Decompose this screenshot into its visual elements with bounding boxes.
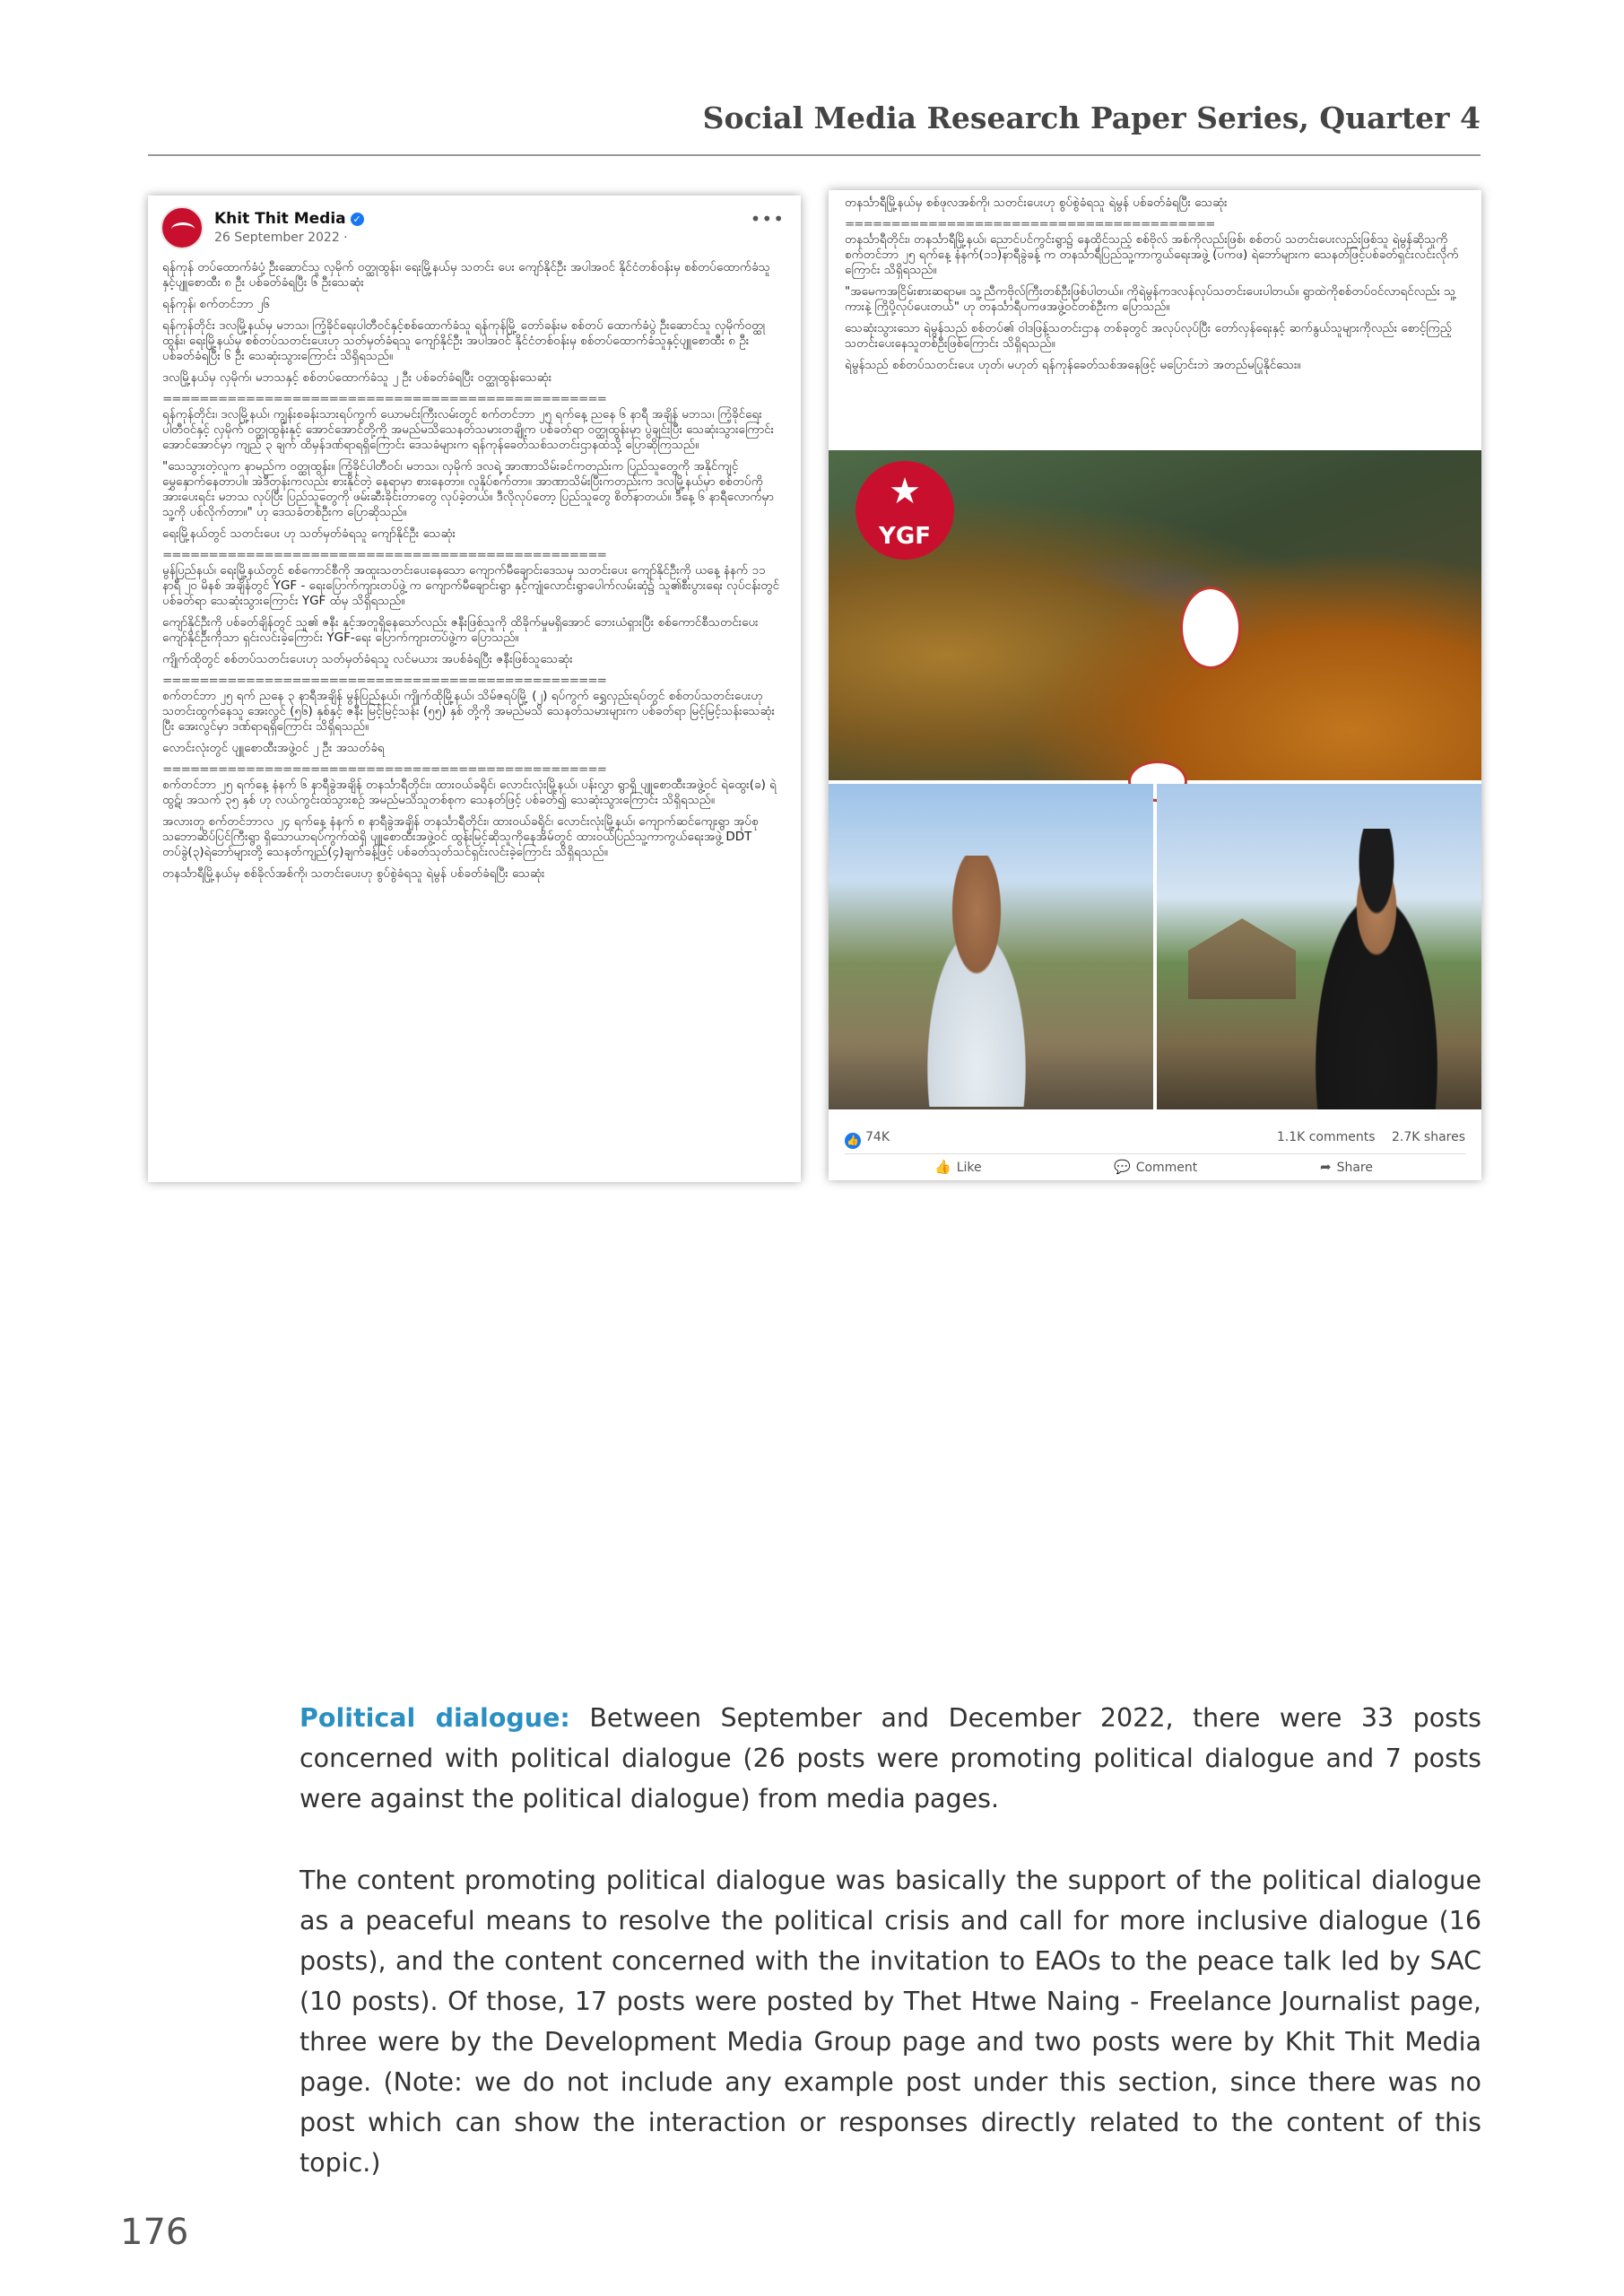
post-paragraph: သေဆုံးသွားသော ရဲမွန်သည် စစ်တပ်၏ ဝါဒဖြန့်သတင်းဌာန တစ်ခုတွင် အလုပ်လုပ်ပြီး တော်လှန်ရေးနှင့် ဆက်နွယ်သူများကိုလည်း စောင့်ကြည့်သတင်းပေးနေသူတစ်ဦးဖြစ်ကြောင်း သိရှိရသည်။ — [845, 321, 1452, 351]
post-paragraph: ရန်ကုန်တိုင်း ဒလမြို့နယ်မှ မဘသ၊ ကြံ့ခိုင်ရေးပါတီဝင်နှင့်စစ်ထောက်ခံသူ ရန်ကုန်မြို့ တော်ခန်းမ စစ်တပ် ထောက်ခံပွဲ ဦးဆောင်သူ လှမိုက်ဝတ္ထုထွန်း၊ ရေးမြို့နယ်မှ စစ်တပ်သတင်းပေးဟု သတ်မှတ်ခံရသူ ကျော်နိုင်ဦး အပါအဝင် နိုင်ငံတစ်ဝန်းမှ စစ်တပ်ထောက်ခံသူနှင့်ပျူစောထီး ၈ ဦး ပစ်ခတ်ခံရပြီး ၆ ဦး သေဆုံးသွားကြောင်း သိရှိရသည်။ — [162, 318, 766, 363]
page-name[interactable]: Khit Thit Media — [214, 210, 346, 228]
post-subheading: တနင်္သာရီမြို့နယ်မှ စစ်ခိုလ်အစ်ကို၊ သတင်းပေးဟု စွပ်စွဲခံရသူ ရဲမွန် ပစ်ခတ်ခံရပြီး သေဆုံး — [162, 866, 545, 881]
post-body — [162, 260, 781, 888]
post-paragraph: စက်တင်ဘာ ၂၅ ရက်နေ့ နံနက် ၆ နာရီခွဲအချိန် တနင်္သာရီတိုင်း၊ ထားဝယ်ခရိုင်၊ လောင်းလုံးမြို့နယ်၊ ပန်းလွှာ ရွာရှိ ပျူစောထီးအဖွဲ့ဝင် ရဲထွေး(ခ) ရဲထွဋ်၊ အသက် ၃၅ နှစ် ဟု လယ်ကွင်းထဲသွားစဥ် အမည်မသိသူတစ်စုက သေနတ်ဖြင့် ပစ်ခတ်၍ သေဆုံးသွားကြောင်း သိရှိရသည်။ — [162, 778, 777, 807]
person-figure — [1291, 829, 1462, 1109]
post-stats — [845, 1130, 1465, 1148]
section-lead: Political dialogue: — [300, 1703, 570, 1733]
post-photo-portrait-left[interactable] — [829, 784, 1153, 1109]
post-photo-portrait-right[interactable] — [1157, 784, 1481, 1109]
post-photo-scene[interactable] — [829, 450, 1481, 780]
post-header — [161, 206, 788, 257]
post-paragraph: ရန်ကုန် တပ်ထောက်ခံပုံ့ ဦးဆောင်သူ လှမိုက် ဝတ္ထုထွန်း၊ ရေးမြို့နယ်မှ သတင်း ပေး ကျော်နိုင်ဦး အပါအဝင် နိုင်ငံတစ်ဝန်းမှ စစ်တပ်ထောက်ခံသူ နှင့်ပျူစောထီး ၈ ဦး ပစ်ခတ်ခံရပြီး ၆ ဦးသေဆုံး — [162, 260, 770, 290]
post-paragraph: "သေသွားတဲ့လူက နာမည်က ဝတ္ထုထွန်း။ ကြံ့ခိုင်ပါတီဝင်၊ မဘသ၊ လှမိုက် ဒလရဲ့ အာဏာသိမ်းခင်ကတည်းက ပြည်သူတွေကို အနိုင်ကျင့် မွှေနှောက်နေတာပါ။ အဲဒီတုန်းကလည်း စားနိုင်တဲ့ နေရာမှာ စားနေတာ။ လူနှိပ်စက်တာ။ အာဏာသိမ်းပြီးကတည်းက ဒလမြို့နယ်မှာ စစ်တပ်ကို အားပေးရင်း မဘသ လုပ်ပြီး ပြည်သူတွေကို ဖမ်းဆီးခိုင်းတာတွေ လုပ်ခဲ့တယ်။ ဒီလိုလုပ်တော့ ပြည်သူတွေ စိတ်နာတယ်။ ဒီနေ့ ၆ နာရီလောက်မှာ သူ့ကို ပစ်လိုက်တာ။" ဟု ဒေသခံတစ်ဦးက ပြောဆိုသည်။ — [162, 459, 774, 519]
post-actions — [845, 1159, 1465, 1177]
paragraph-political-dialogue: Political dialogue: Between September and December 2022, there were 33 posts concerned with political dialogue (26 posts were promoting political dialogue and 7 posts were against the political dialogue) from media pages. — [300, 1703, 1481, 1813]
post-body — [845, 196, 1463, 379]
post-paragraph: ကျော်နိုင်ဦးကို ပစ်ခတ်ချိန်တွင် သူ၏ ဇနီး နှင့်အတူရှိနေသော်လည်း ဇနီးဖြစ်သူကို ထိခိုက်မှုမရှိအောင် ဘေးယံရှားပြီး စစ်ကောင်စီသတင်းပေး ကျော်နိုင်ဦးကိုသာ ရှင်းလင်းခဲ့ကြောင်း YGF-ရေး ပြောက်ကျားတပ်ဖွဲ့က ပြောသည်။ — [162, 615, 759, 645]
post-subheading: ကျိုက်ထိုတွင် စစ်တပ်သတင်းပေးဟု သတ်မှတ်ခံရသူ လင်မယား အပစ်ခံရပြီး ဇနီးဖြစ်သူသေဆုံး — [162, 652, 573, 666]
verified-badge-icon: ✓ — [351, 213, 364, 226]
post-date[interactable]: 26 September 2022 · — [214, 230, 348, 245]
separator: ================================================ — [162, 548, 606, 562]
post-paragraph: ရန်ကုန်တိုင်း၊ ဒလမြို့နယ်၊ ကျွန်းစခန်းသားရပ်ကွက် ယောမင်းကြီးလမ်းတွင် စက်တင်ဘာ ၂၅ ရက်နေ့ ညနေ ၆ နာရီ အချိန် မဘသ၊ ကြံ့ခိုင်ရေးပါတီဝင်နှင့် လှမိုက် ဝတ္ထုထွန်းနှင့် အောင်အောင်တို့ကို အမည်မသိသေနတ်သမားတချို့က ပစ်ခတ်ရာ ဝတ္ထုထွန်းမှာ ပွဲချင်းပြီး သေဆုံးသွားကြောင်း အောင်အောင်မှာ ကျည် ၃ ချက် ထိမှန်ဒဏ်ရာရရှိကြောင်း ဒေသခံများက ရန်ကုန်ခေတ်သစ်သတင်းဌာနထံသို့ ပြောဆိုကြသည်။ — [162, 407, 775, 452]
post-paragraph: တနင်္သာရီတိုင်း၊ တနင်္သာရီမြို့နယ်၊ ညောင်ပင်ကွင်းရွာ၌ နေထိုင်သည့် စစ်ဗိုလ် အစ်ကိုလည်းဖြစ်၊ စစ်တပ် သတင်းပေးလည်းဖြစ်သူ ရဲမွန်ဆိုသူကို စက်တင်ဘာ ၂၅ ရက်နေ့ နံနက်(၁၁)နာရီခွဲခန့် က တနင်္သာရီပြည်သူ့ကာကွယ်ရေးအဖွဲ့ (ပကဖ) ရဲဘော်များက သေနတ်ဖြင့်ပစ်ခတ်ရှင်းလင်းလိုက်ကြောင်း သိရှိရသည်။ — [845, 232, 1459, 277]
divider — [845, 1153, 1465, 1154]
post-subheading: ရေးမြို့နယ်တွင် သတင်းပေး ဟု သတ်မှတ်ခံရသူ ကျော်နိုင်ဦး သေဆုံး — [162, 526, 456, 541]
page-avatar[interactable] — [161, 206, 204, 249]
more-options-icon[interactable]: ••• — [750, 208, 785, 230]
comment-button[interactable]: 💬 Comment — [1114, 1159, 1198, 1175]
running-header: Social Media Research Paper Series, Quarter 4 — [702, 100, 1481, 135]
post-subheading: ဒလမြို့နယ်မှ လှမိုက်၊ မဘသနှင့် စစ်တပ်ထောက်ခံသူ ၂ ဦး ပစ်ခတ်ခံရပြီး ဝတ္ထုထွန်းသေဆုံး — [162, 370, 552, 385]
page-number: 176 — [120, 2212, 189, 2253]
blur-mask — [1180, 587, 1241, 669]
post-paragraph: ရန်ကုန်၊ စက်တင်ဘာ ၂၆ — [162, 297, 270, 311]
like-reaction-icon: 👍 — [845, 1133, 861, 1149]
header-rule — [148, 154, 1481, 156]
star-icon: ★ — [889, 471, 921, 512]
post-paragraph: စက်တင်ဘာ ၂၅ ရက် ညနေ ၃ နာရီအချိန် မွန်ပြည်နယ်၊ ကျိုက်ထိုမြို့နယ်၊ သိမ်ဇရပ်မြို့ (၂) ရပ်ကွက် ရွှေလှည်းရပ်တွင် စစ်တပ်သတင်းပေးဟု သတင်းထွက်နေသူ အေးလွင် (၅၆) နှစ်နှင့် ဇနီး မြင့်မြင့်သန်း (၅၅) နှစ် တို့ကို အမည်မသိ သေနတ်သမားများက ပစ်ခတ်ရာ မြင့်မြင့်သန်းသေဆုံးပြီး အေးလွင်မှာ ဒဏ်ရာရရှိကြောင်း သိရှိရသည်။ — [162, 689, 776, 734]
thumbs-up-icon: 👍 — [934, 1159, 951, 1175]
separator: ======================================== — [845, 217, 1215, 231]
like-button[interactable]: 👍 Like — [934, 1159, 982, 1175]
share-count[interactable]: 2.7K shares — [1392, 1130, 1465, 1144]
separator: ================================================ — [162, 762, 606, 777]
post-paragraph: ရဲမွန်သည် စစ်တပ်သတင်းပေး ဟုတ်၊ မဟုတ် ရန်ကုန်ခေတ်သစ်အနေဖြင့် မပြောင်းဘဲ အတည်မပြုနိုင်သေး။ — [845, 358, 1301, 372]
facebook-post-left — [148, 196, 801, 1182]
facebook-post-right — [829, 190, 1481, 1180]
post-subheading: လောင်းလုံးတွင် ပျူစောထီးအဖွဲ့ဝင် ၂ ဦး အသတ်ခံရ — [162, 741, 385, 755]
post-subheading: တနင်္သာရီမြို့နယ်မှ စစ်ဖုလအစ်ကို၊ သတင်းပေးဟု စွပ်စွဲခံရသူ ရဲမွန် ပစ်ခတ်ခံရပြီး သေဆုံး — [845, 196, 1228, 210]
post-paragraph: အလားတူ စက်တင်ဘာလ ၂၄ ရက်နေ့ နံနက် ၈ နာရီခွဲအချိန် တနင်္သာရီတိုင်း၊ ထားဝယ်ခရိုင်၊ လောင်းလုံးမြို့နယ်၊ ကျောက်ဆင်ကျေးရွာ အုပ်စုသဘောဆိပ်ပြင်ကြီးရွာ ရှိသောယာရပ်ကွက်ထဲရှိ ပျူစောထီးအဖွဲ့ဝင် ထွန်းမြင့်ဆိုသူကိုနေအိမ်တွင် ထားဝယ်ပြည်သူ့ကာကွယ်ရေးအဖွဲ့ DDT တပ်ခွဲ(၃)ရဲဘော်များတို့ သေနတ်ကျည်(၄)ချက်ခန့်ဖြင့် ပစ်ခတ်သုတ်သင်ရှင်းလင်းခဲ့ကြောင်း သိရှိရသည်။ — [162, 814, 759, 859]
separator: ================================================ — [162, 392, 606, 406]
share-button[interactable]: ➦ Share — [1320, 1159, 1373, 1175]
share-icon: ➦ — [1320, 1159, 1332, 1175]
post-paragraph: မွန်ပြည်နယ်၊ ရေးမြို့နယ်တွင် စစ်ကောင်စီကို အထူးသတင်းပေးနေသော ကျောက်မီချောင်းဒေသမှ သတင်းပေး ကျော်နိုင်ဦးကို ယနေ့ နံနက် ၁၁ နာရီ ၂၀ မိနစ် အချိန်တွင် YGF - ရေးပြောက်ကျားတပ်ဖွဲ့ က ကျောက်မီချောင်းရွာ နှင့်ကျုံလောင်းရွာပေါက်လမ်းဆုံ၌ သူ၏စီးပွားရေး လုပ်ငန်းတွင် ပစ်ခတ်ရာ သေဆုံးသွားကြောင်း YGF ထံမှ သိရှိရသည်။ — [162, 563, 780, 608]
hut-figure — [1175, 918, 1309, 999]
comment-icon: 💬 — [1114, 1159, 1131, 1175]
person-figure — [900, 856, 1053, 1107]
post-paragraph: "အမေကအငြိမ်းစားဆရာမ။ သူ့ညီကဗိုလ်ကြီးတစ်ဦးဖြစ်ပါတယ်။ ကိုရဲမွန်ကဒလန်လုပ်သတင်းပေးပါတယ်။ ရွာထဲကိုစစ်တပ်ဝင်လာရင်လည်း သူ့ကားနဲ့ ကြိုပို့လုပ်ပေးတယ်" ဟု တနင်္သာရီပကဖအဖွဲ့ဝင်တစ်ဦးက ပြောသည်။ — [845, 284, 1456, 314]
comment-count[interactable]: 1.1K comments — [1276, 1130, 1376, 1144]
reaction-count[interactable]: 74K — [865, 1130, 890, 1144]
separator: ================================================ — [162, 674, 606, 688]
paragraph-content-summary: The content promoting political dialogue was basically the support of the political dialogue as a peaceful means to resolve the political crisis and call for more inclusive dialogue (16 posts), and the content concerned with the invitation to EAOs to the peace talk led by SAC (10 posts). Of those, 17 posts were posted by Thet Htwe Naing - Freelance Journalist page, three were by the Development Media Group page and two posts were by Khit Thit Media page. (Note: we do not include any example post under this section, since there was no post which can show the interaction or responses directly related to the content of this topic.) — [300, 1866, 1481, 2178]
ygf-logo: ★ YGF — [855, 461, 954, 560]
body-text — [300, 1698, 1481, 2224]
